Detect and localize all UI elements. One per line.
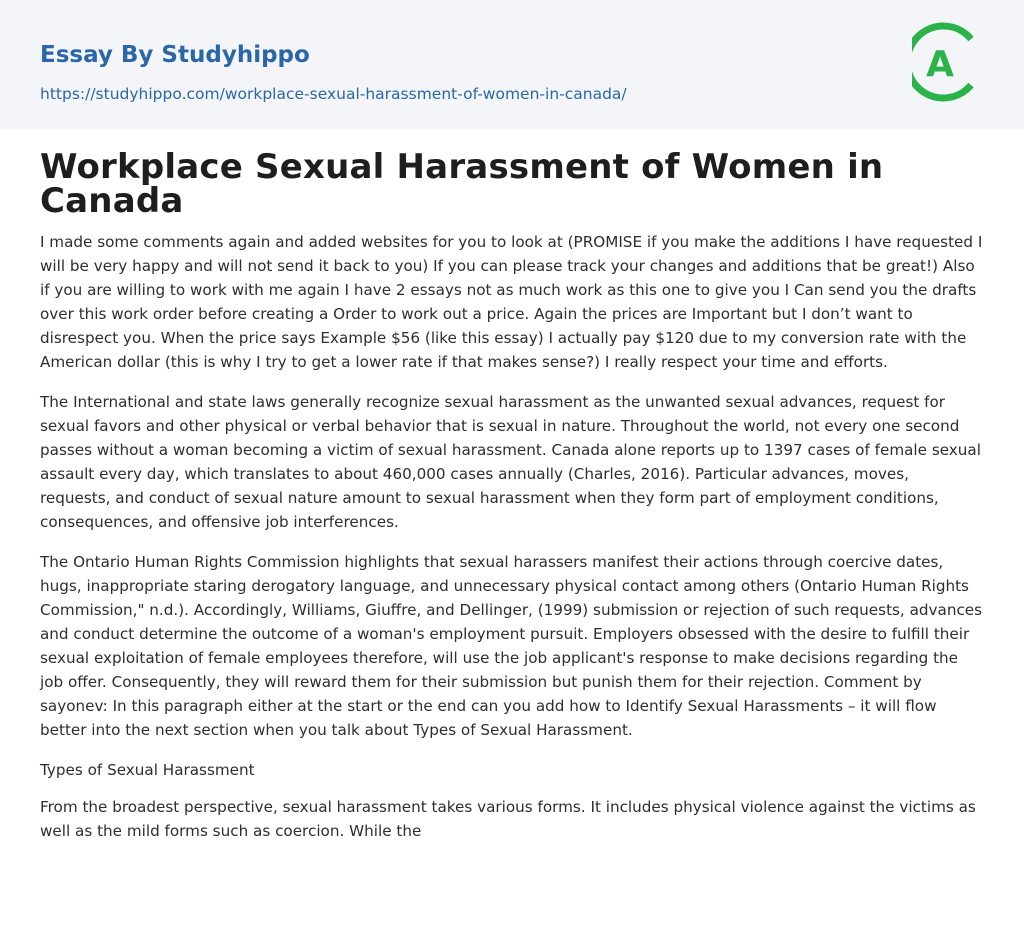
logo-letter: A (926, 44, 954, 85)
site-name[interactable]: Essay By Studyhippo (40, 42, 310, 68)
article-paragraph: The Ontario Human Rights Commission highlights that sexual harassers manifest their actions through coercive dates, hugs, inappropriate staring derogatory language, and unnecessary physical contact among others (Ontario Human Rights Commission," n.d.). Accordingly, Williams, Giuffre, and Dellinger, (1999) submission or rejection of such requests, advances and conduct determine the outcome of a woman's employment pursuit. Employers obsessed with the desire to fulfill their sexual exploitation of female employees therefore, will use the job applicant's response to make decisions regarding the job offer. Consequently, they will reward them for their submission but punish them for their rejection. Comment by sayonev: In this paragraph either at the start or the end can you add how to Identify Sexual Harassments – it will flow better into the next section when you talk about Types of Sexual Harassment. (40, 553, 983, 739)
article-paragraph: From the broadest perspective, sexual harassment takes various forms. It includes physical violence against the victims as well as the mild forms such as coercion. While the (40, 798, 976, 840)
article-paragraph: The International and state laws generally recognize sexual harassment as the unwanted sexual advances, request for sexual favors and other physical or verbal behavior that is sexual in nature. Throughout the world, not every one second passes without a woman becoming a victim of sexual harassment. Canada alone reports up to 1397 cases of female sexual assault every day, which translates to about 460,000 cases annually (Charles, 2016). Particular advances, moves, requests, and conduct of sexual nature amount to sexual harassment when they form part of employment conditions, consequences, and offensive job interferences. (40, 393, 981, 531)
article-content (40, 147, 984, 843)
article-paragraph: I made some comments again and added websites for you to look at (PROMISE if you make the additions I have requested I will be very happy and will not send it back to you) If you can please track your changes and additions that be great!) Also if you are willing to work with me again I have 2 essays not as much work as this one to give you I Can send you the drafts over this work order before creating a Order to work out a price. Again the prices are Important but I don’t want to disrespect you. When the price says Example $56 (like this essay) I actually pay $120 due to my conversion rate with the American dollar (this is why I try to get a lower rate if that makes sense?) I really respect your time and efforts. (40, 233, 983, 371)
site-header (0, 0, 1024, 129)
article-url-link[interactable]: https://studyhippo.com/workplace-sexual-harassment-of-women-in-canada/ (40, 85, 627, 103)
studyhippo-logo-icon[interactable] (912, 18, 988, 106)
article-title: Workplace Sexual Harassment of Women in Canada (40, 147, 884, 221)
section-heading: Types of Sexual Harassment (40, 761, 255, 779)
